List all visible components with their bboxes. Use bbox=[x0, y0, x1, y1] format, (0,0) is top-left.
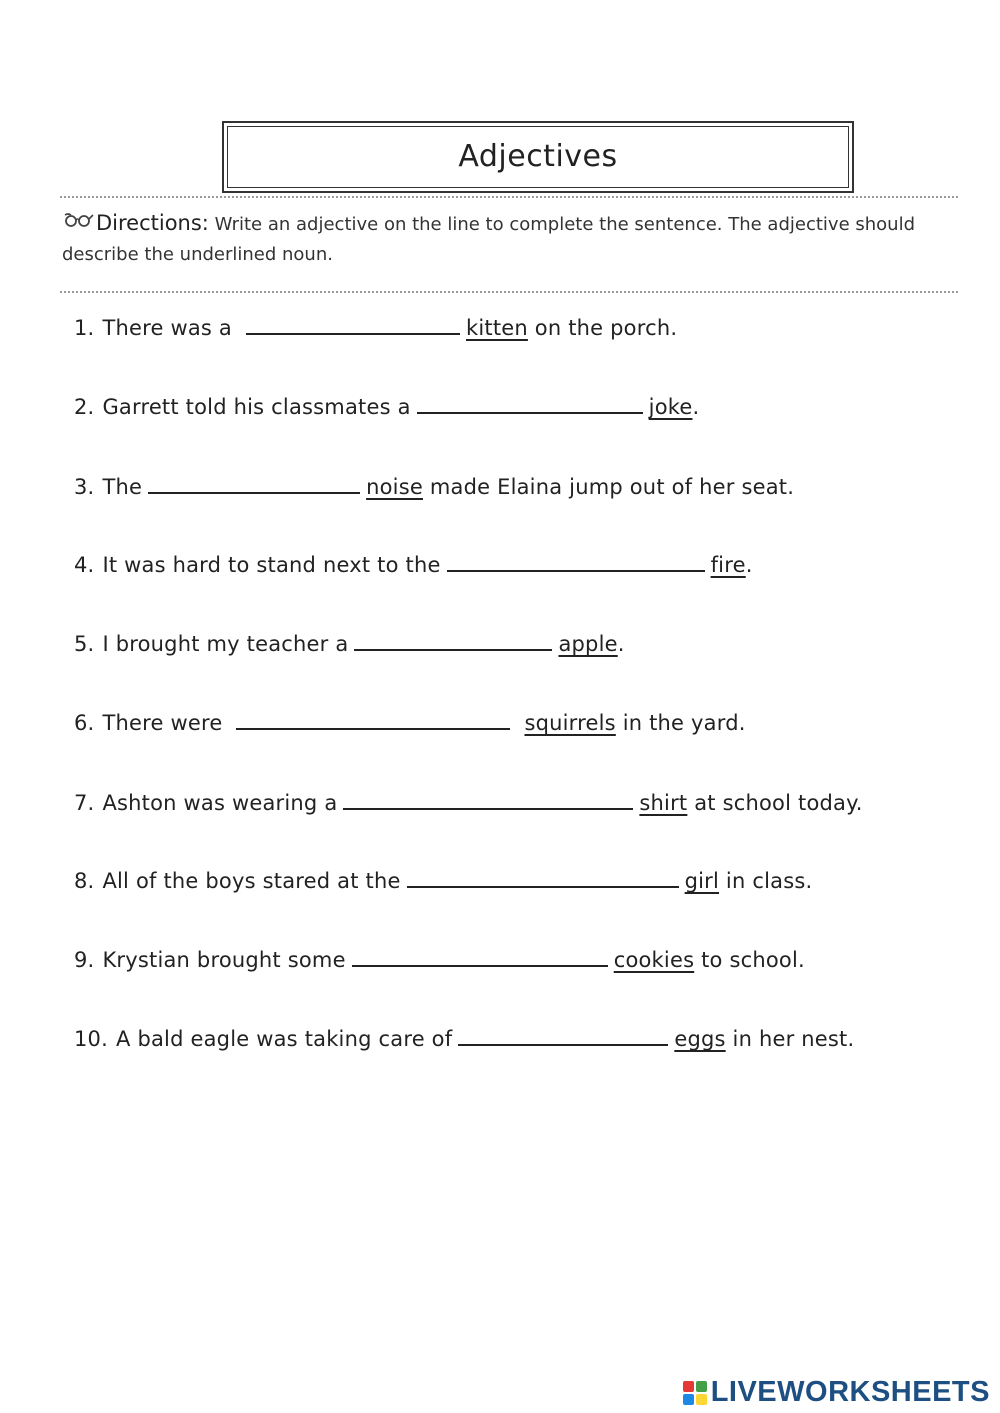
question-number: 8. bbox=[74, 869, 95, 893]
divider-top bbox=[60, 196, 958, 198]
answer-blank[interactable] bbox=[354, 631, 552, 651]
question-text: Ashton was wearing a bbox=[102, 791, 338, 815]
question-text-end: made Elaina jump out of her seat. bbox=[422, 475, 795, 499]
directions-label: Directions: bbox=[96, 211, 209, 235]
worksheet-title: Adjectives bbox=[458, 139, 618, 174]
answer-blank[interactable] bbox=[417, 394, 643, 414]
question-text: A bald eagle was taking care of bbox=[116, 1027, 453, 1051]
question-number: 4. bbox=[74, 553, 95, 577]
underlined-noun: shirt bbox=[639, 791, 688, 815]
question-number: 7. bbox=[74, 791, 95, 815]
answer-blank[interactable] bbox=[407, 868, 679, 888]
question-text-end: on the porch. bbox=[527, 316, 678, 340]
title-box bbox=[222, 121, 854, 193]
question-text-end: at school today. bbox=[687, 791, 863, 815]
question-9 bbox=[74, 947, 805, 972]
question-text: Krystian brought some bbox=[102, 948, 346, 972]
answer-blank[interactable] bbox=[458, 1026, 668, 1046]
underlined-noun: fire bbox=[710, 553, 746, 577]
divider-bottom bbox=[60, 291, 958, 293]
question-number: 6. bbox=[74, 711, 95, 735]
underlined-noun: noise bbox=[366, 475, 423, 499]
question-text: It was hard to stand next to the bbox=[102, 553, 441, 577]
question-8 bbox=[74, 868, 812, 893]
question-number: 10. bbox=[74, 1027, 108, 1051]
question-text-end: . bbox=[745, 553, 753, 577]
question-number: 5. bbox=[74, 632, 95, 656]
directions-text: Write an adjective on the line to complete the sentence. The adjective should describe the underlined noun. bbox=[62, 214, 915, 265]
answer-blank[interactable] bbox=[343, 790, 633, 810]
underlined-noun: squirrels bbox=[524, 711, 616, 735]
answer-blank[interactable] bbox=[236, 710, 510, 730]
underlined-noun: apple bbox=[558, 632, 618, 656]
answer-blank[interactable] bbox=[447, 552, 705, 572]
question-text: Garrett told his classmates a bbox=[102, 395, 411, 419]
underlined-noun: joke bbox=[648, 395, 693, 419]
question-text-end: to school. bbox=[694, 948, 805, 972]
underlined-noun: girl bbox=[684, 869, 720, 893]
question-5 bbox=[74, 631, 625, 656]
question-text-end: in the yard. bbox=[615, 711, 746, 735]
glasses-icon bbox=[62, 208, 94, 238]
question-text-end: in her nest. bbox=[725, 1027, 855, 1051]
question-text: I brought my teacher a bbox=[102, 632, 349, 656]
question-number: 1. bbox=[74, 316, 95, 340]
answer-blank[interactable] bbox=[246, 315, 460, 335]
question-7 bbox=[74, 790, 863, 815]
underlined-noun: cookies bbox=[613, 948, 695, 972]
question-2 bbox=[74, 394, 699, 419]
question-text-end: . bbox=[617, 632, 625, 656]
question-10 bbox=[74, 1026, 854, 1051]
underlined-noun: eggs bbox=[674, 1027, 726, 1051]
question-text: There was a bbox=[102, 316, 232, 340]
underlined-noun: kitten bbox=[466, 316, 528, 340]
question-4 bbox=[74, 552, 753, 577]
question-3 bbox=[74, 474, 794, 499]
question-number: 3. bbox=[74, 475, 95, 499]
question-1 bbox=[74, 315, 677, 340]
liveworksheets-logo[interactable] bbox=[682, 1376, 990, 1409]
question-text: There were bbox=[102, 711, 223, 735]
answer-blank[interactable] bbox=[148, 474, 360, 494]
liveworksheets-logo-text: LIVEWORKSHEETS bbox=[710, 1376, 990, 1408]
liveworksheets-logo-icon bbox=[682, 1380, 711, 1406]
question-text-end: . bbox=[692, 395, 700, 419]
question-text-end: in class. bbox=[719, 869, 813, 893]
question-text: The bbox=[102, 475, 143, 499]
question-number: 2. bbox=[74, 395, 95, 419]
question-number: 9. bbox=[74, 948, 95, 972]
question-6 bbox=[74, 710, 746, 735]
question-text: All of the boys stared at the bbox=[102, 869, 401, 893]
directions bbox=[62, 208, 952, 270]
answer-blank[interactable] bbox=[352, 947, 608, 967]
